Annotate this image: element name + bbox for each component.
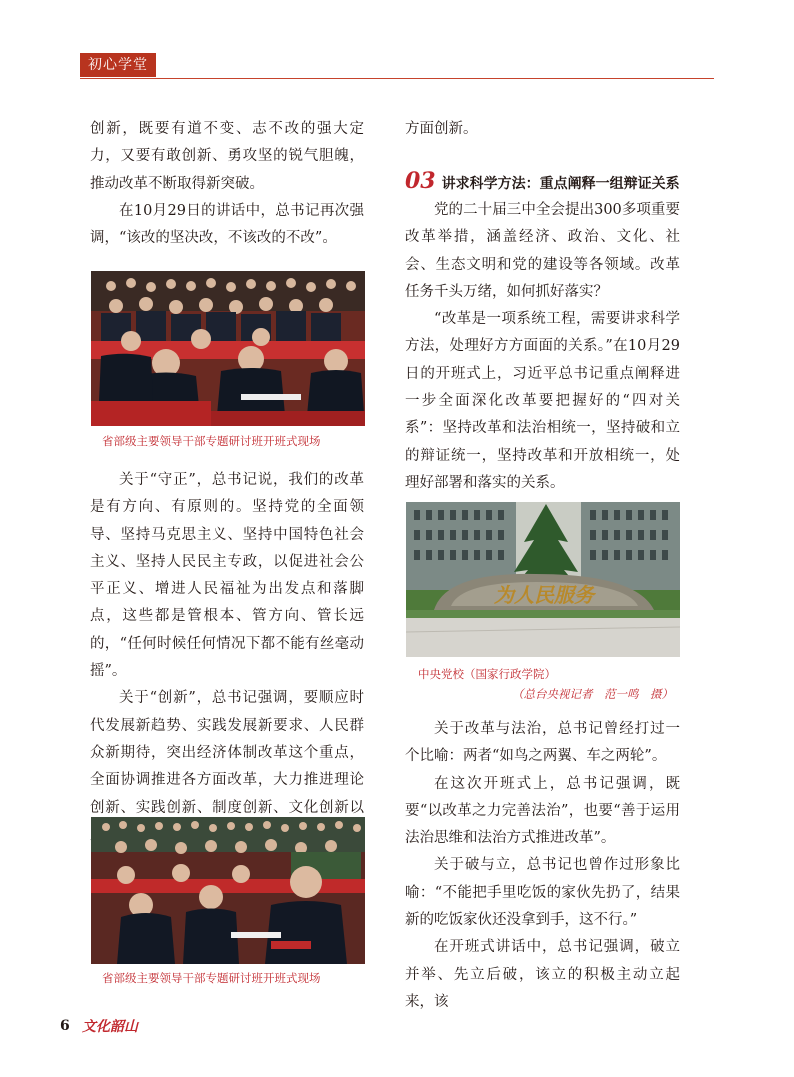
page-number: 6 [60, 1018, 70, 1034]
paragraph: 方面创新。 [405, 121, 478, 137]
section-tag: 初心学堂 [80, 53, 156, 77]
photo-credit: （总台央视记者 范一鸣 摄） [512, 687, 673, 701]
magazine-logo: 文化韶山 [82, 1019, 138, 1035]
right-column-top [405, 116, 680, 143]
paragraph: 关于改革与法治，总书记曾经打过一个比喻：两者“如鸟之两翼、车之两轮”。 [405, 721, 680, 765]
right-column-middle [405, 197, 680, 497]
paragraph: “改革是一项系统工程，需要讲求科学方法，处理好方方面面的关系。”在10月29日的开班式上，习近平总书记重点阐释进一步全面深化改革要把握好的“四对关系”：坚持改革和法治相统一，坚持破和立的辩证统一，坚持改革和开放相统一，处理好部署和落实的关系。 [405, 311, 680, 491]
conference-photo-2 [91, 817, 365, 964]
paragraph: 在开班式讲话中，总书记强调，破立并举、先立后破，该立的积极主动立起来，该 [405, 939, 680, 1010]
party-school-photo [406, 502, 680, 657]
photo-caption: 中央党校（国家行政学院） [418, 667, 556, 681]
paragraph: 关于“创新”，总书记强调，要顺应时代发展新趋势、实践发展新要求、人民群众新期待，突出经济体制改革这个重点，全面协调推进各方面改革，大力推进理论创新、实践创新、制度创新、文化创新以 [90, 690, 364, 816]
paragraph: 关于破与立，总书记也曾作过形象比喻：“不能把手里吃饭的家伙先扔了，结果新的吃饭家伙还没拿到手，这不行。” [405, 857, 680, 929]
photo-caption: 省部级主要领导干部专题研讨班开班式现场 [102, 971, 321, 985]
section-title: 讲求科学方法：重点阐释一组辩证关系 [441, 176, 680, 192]
left-column-top [90, 116, 364, 252]
left-column-middle [90, 467, 364, 849]
header-rule [80, 78, 714, 79]
section-heading [405, 168, 680, 194]
section-number: 03 [405, 168, 436, 194]
conference-photo-1 [91, 271, 365, 426]
stone-inscription: 为人民服务 [494, 583, 594, 607]
paragraph: 在10月29日的讲话中，总书记再次强调，“该改的坚决改，不该改的不改”。 [90, 202, 364, 247]
paragraph: 党的二十届三中全会提出300多项重要改革举措，涵盖经济、政治、文化、社会、生态文明和党的建设等各领域。改革任务千头万绪，如何抓好落实？ [405, 202, 680, 300]
paragraph: 创新，既要有道不变、志不改的强大定力，又要有敢创新、勇攻坚的锐气胆魄，推动改革不断取得新突破。 [90, 121, 364, 192]
paragraph: 关于“守正”，总书记说，我们的改革是有方向、有原则的。坚持党的全面领导、坚持马克思主义、坚持中国特色社会主义、坚持人民民主专政，以促进社会公平正义、增进人民福祉为出发点和落脚点，这些都是管根本、管方向、管长远的，“任何时候任何情况下都不能有丝毫动摇”。 [90, 472, 364, 680]
right-column-bottom [405, 716, 680, 1016]
photo-caption: 省部级主要领导干部专题研讨班开班式现场 [102, 434, 321, 448]
paragraph: 在这次开班式上，总书记强调，既要“以改革之力完善法治”，也要“善于运用法治思维和法治方式推进改革”。 [405, 775, 680, 847]
